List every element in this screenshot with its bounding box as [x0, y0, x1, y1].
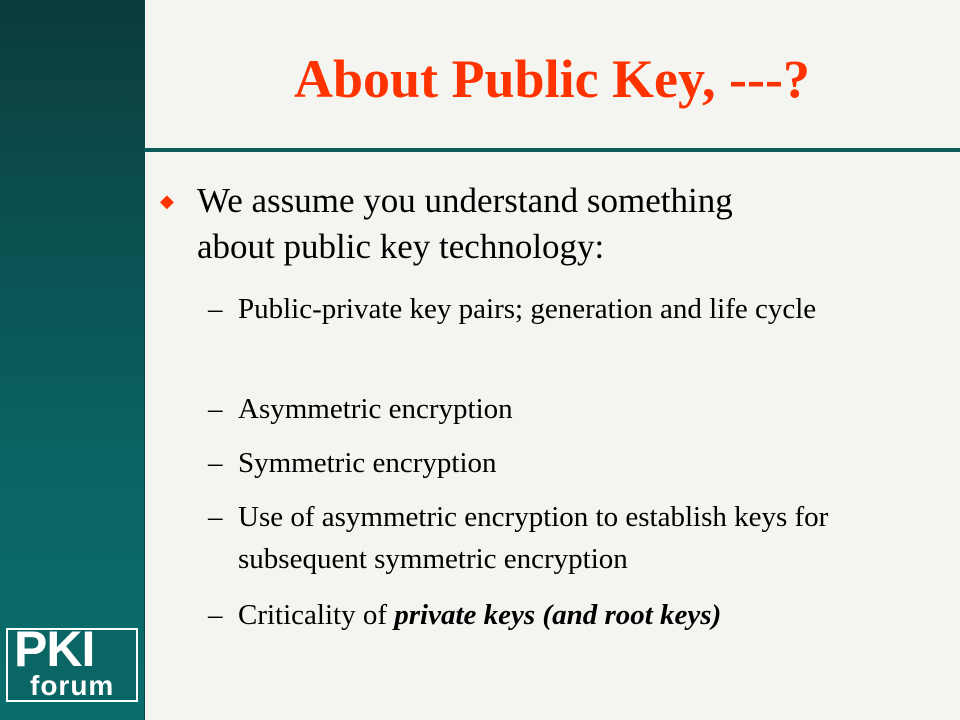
- sub-bullet-text: Symmetric encryption: [238, 447, 497, 479]
- dash-marker: –: [208, 599, 223, 631]
- sub-bullet-text: Asymmetric encryption: [238, 393, 513, 425]
- sub-bullet-criticality: [208, 594, 948, 636]
- title-divider: [144, 148, 960, 152]
- logo-top-text: PKI: [14, 621, 95, 677]
- dash-marker: –: [208, 447, 223, 479]
- dash-marker: –: [208, 501, 223, 533]
- sub-bullet-text: Public-private key pairs; generation and life cycle: [238, 293, 817, 325]
- pki-forum-logo: [6, 621, 138, 702]
- sub-bullet-text-wrap: [238, 594, 948, 636]
- sub-bullet-asymmetric: [208, 388, 948, 430]
- logo-bottom-text: forum: [30, 670, 115, 701]
- main-bullet-line-2: about public key technology:: [197, 227, 605, 266]
- main-bullet: [197, 178, 897, 270]
- sidebar-band: [0, 0, 145, 720]
- sub-bullet-key-pairs: [208, 288, 948, 330]
- main-bullet-line-1: We assume you understand something: [197, 181, 733, 220]
- sub-bullet-text: Criticality of: [238, 599, 395, 631]
- emphasis-text: private keys (and root keys): [394, 599, 722, 631]
- sub-bullet-symmetric: [208, 442, 948, 484]
- sub-bullet-text: Use of asymmetric encryption to establish keys for subsequent symmetric encryption: [238, 501, 829, 575]
- diamond-bullet-icon: ◆: [160, 191, 174, 211]
- dash-marker: –: [208, 293, 223, 325]
- dash-marker: –: [208, 393, 223, 425]
- slide-title: About Public Key, ---?: [293, 49, 810, 109]
- sub-bullet-key-establishment: [208, 496, 948, 580]
